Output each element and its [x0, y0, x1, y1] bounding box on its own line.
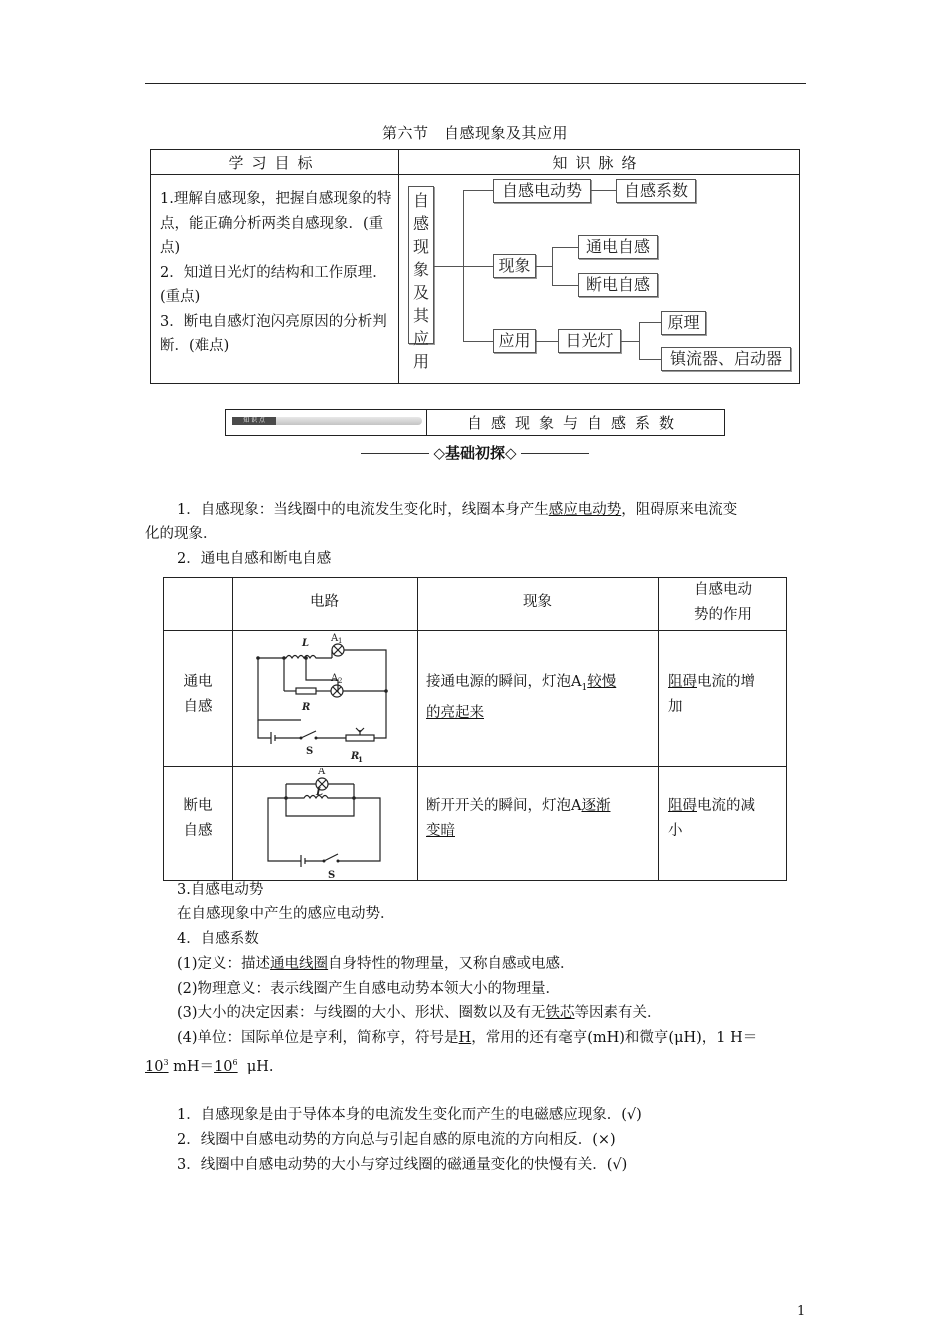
knowledge-point-title: 自感现象与自感系数 — [466, 414, 683, 432]
objective-item: 1.理解自感现象，把握自感现象的特点，能正确分析两类自感现象．(重点) — [160, 191, 392, 256]
paragraph-meaning: (2)物理意义：表示线圈产生自感电动势本领大小的物理量． — [177, 981, 561, 997]
objectives-header: 学习目标 — [228, 154, 321, 172]
knowledge-point-tag: 知 识 点 — [232, 417, 276, 425]
svg-text:1: 1 — [358, 755, 363, 764]
svg-text:2: 2 — [338, 677, 343, 685]
paragraph-definition: (1)定义：描述通电线圈自身特性的物理量，又称自感或电感． — [177, 956, 575, 972]
paragraph-line: 化的现象． — [145, 526, 218, 542]
paragraph-line: 在自感现象中产生的感应电动势． — [177, 906, 395, 922]
circuit-diagram-on — [236, 632, 414, 764]
section-heading — [0, 442, 950, 463]
objective-item: 2．知道日光灯的结构和工作原理．(重点) — [160, 264, 387, 305]
judgement-item: 2．线圈中自感电动势的方向总与引起自感的原电流的方向相反．(×) — [177, 1132, 616, 1148]
map-node-ballast-starter: 镇流器、启动器 — [661, 347, 791, 371]
map-node-off-induction: 断电自感 — [578, 273, 658, 297]
objective-item: 3．断电自感灯泡闪亮原因的分析判断．(难点) — [160, 313, 387, 354]
row-on-phenomenon: 接通电源的瞬间，灯泡$A_1$较慢 的亮起来 — [426, 674, 617, 721]
label-L: L — [302, 638, 310, 649]
map-node-emf: 自感电动势 — [493, 179, 591, 203]
label-A: A — [318, 768, 326, 777]
underlined-answer: 感应电动势 — [548, 502, 622, 518]
paragraph-units: (4)单位：国际单位是亨利，简称亨，符号是H，常用的还有毫亨(mH)和微亨(μH)，1 H＝ — [177, 1030, 758, 1046]
paragraph-heading: 2．通电自感和断电自感 — [177, 551, 332, 567]
row-label-on: 通电 自感 — [183, 674, 213, 715]
map-node-coefficient: 自感系数 — [616, 179, 696, 203]
row-on-role: 阻碍电流的增 加 — [668, 674, 755, 715]
paragraph-units-cont: $10^3$ $mH=10^6$ μH. — [145, 1058, 274, 1075]
map-node-application: 应用 — [493, 329, 536, 353]
paragraph-heading: 4．自感系数 — [177, 931, 259, 947]
row-label-off: 断电 自感 — [183, 798, 213, 839]
map-node-fluorescent-lamp: 日光灯 — [558, 329, 621, 353]
label-R: R — [302, 702, 311, 713]
objectives-list — [160, 187, 392, 359]
circuit-table — [163, 577, 787, 881]
header-rule — [145, 83, 806, 84]
label-A2: A — [331, 673, 339, 684]
label-R1: R — [351, 751, 360, 762]
svg-text:1: 1 — [338, 637, 343, 645]
judgement-item: 3．线圈中自感电动势的大小与穿过线圈的磁通量变化的快慢有关．(√) — [177, 1157, 628, 1173]
map-node-principle: 原理 — [661, 311, 706, 335]
paragraph-self-induction: 1．自感现象：当线圈中的电流发生变化时，线圈本身产生感应电动势，阻碍原来电流变 — [177, 502, 738, 518]
knowledge-map-header: 知识脉络 — [552, 154, 645, 172]
judgement-item: 1．自感现象是由于导体本身的电流发生变化而产生的电磁感应现象．(√) — [177, 1107, 642, 1123]
map-node-phenomenon: 现象 — [493, 254, 536, 278]
col-header-phenomenon: 现象 — [523, 594, 552, 610]
map-root-label: 自 感 现 象 及 其 应 用 — [412, 191, 429, 371]
row-off-role: 阻碍电流的减 小 — [668, 798, 755, 839]
knowledge-point-banner — [225, 409, 725, 436]
label-S: S — [306, 746, 314, 757]
map-node-on-induction: 通电自感 — [578, 235, 658, 259]
map-root — [408, 186, 434, 371]
row-off-phenomenon: 断开开关的瞬间，灯泡A逐渐 变暗 — [426, 798, 611, 839]
circuit-diagram-off — [246, 768, 406, 880]
page-title: 第六节 自感现象及其应用 — [381, 124, 568, 142]
label-L: L — [316, 787, 324, 798]
section-heading-text: ◇基础初探◇ — [433, 444, 517, 462]
paragraph-factors: (3)大小的决定因素：与线圈的大小、形状、圈数以及有无铁芯等因素有关． — [177, 1005, 662, 1021]
page-number: 1 — [797, 1304, 806, 1319]
label-S: S — [328, 870, 336, 880]
col-header-circuit: 电路 — [310, 594, 339, 610]
label-A1: A — [331, 633, 339, 644]
paragraph-heading: 3.自感电动势 — [177, 882, 264, 898]
col-header-role: 自感电动 势的作用 — [694, 582, 752, 623]
